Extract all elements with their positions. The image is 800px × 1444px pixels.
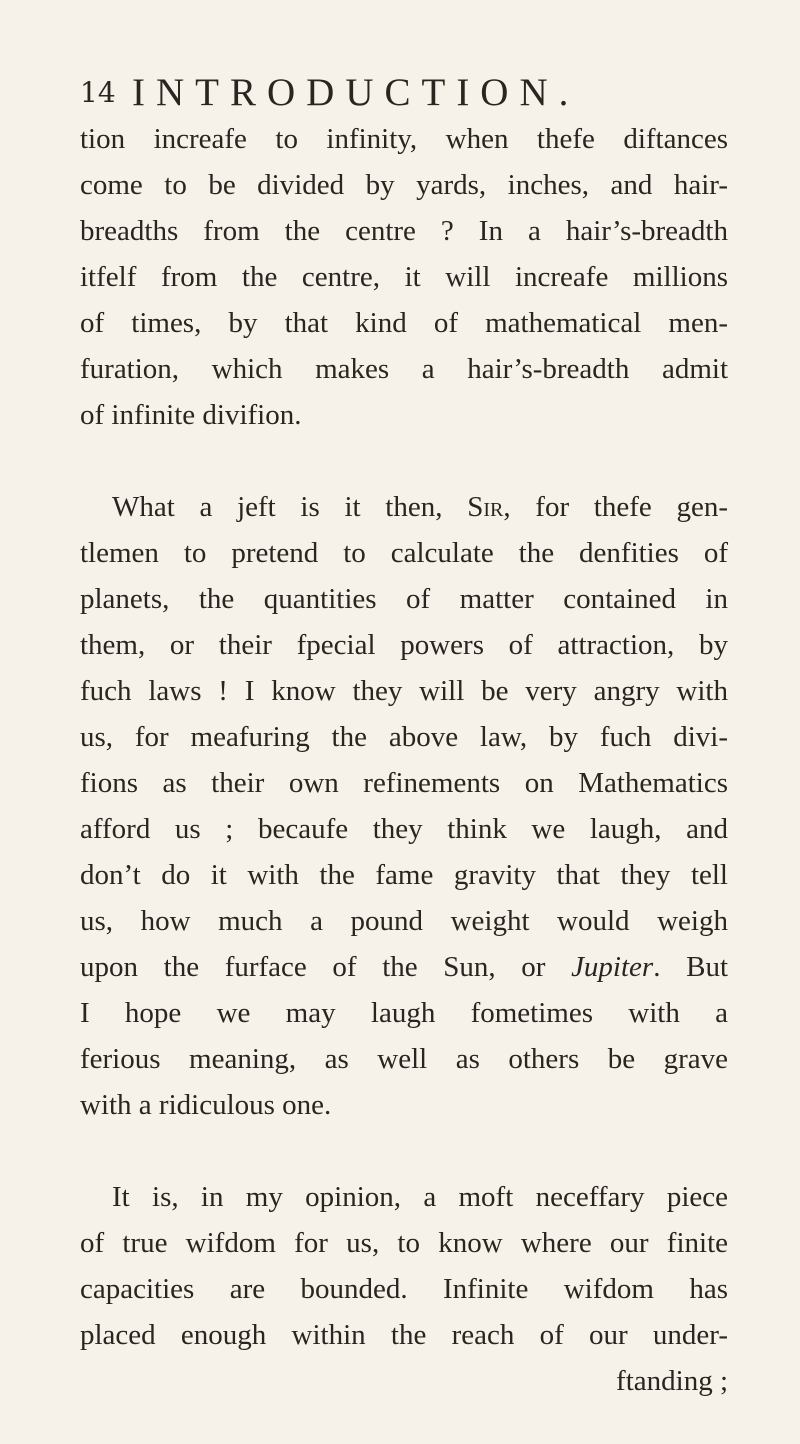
text-line: capacities are bounded. Infinite wifdom has bbox=[80, 1273, 728, 1305]
text-line bbox=[80, 484, 728, 530]
text-line bbox=[80, 944, 728, 990]
paragraph-2 bbox=[80, 484, 728, 1128]
text-line: afford us ; becaufe they think we laugh, and bbox=[80, 813, 728, 845]
text-fragment: , for thefe gen- bbox=[503, 491, 728, 523]
text-line: them, or their fpecial powers of attraction, by bbox=[80, 629, 728, 661]
page-number: 14 bbox=[80, 76, 116, 109]
text-line: of true wifdom for us, to know where our finite bbox=[80, 1227, 728, 1259]
text-line: ferious meaning, as well as others be grave bbox=[80, 1043, 728, 1075]
paragraph-1 bbox=[80, 116, 728, 438]
text-line: don’t do it with the fame gravity that they tell bbox=[80, 859, 728, 891]
paragraph-gap bbox=[80, 438, 728, 484]
text-line: fions as their own refinements on Mathematics bbox=[80, 767, 728, 799]
catchword: ftanding ; bbox=[616, 1365, 728, 1397]
section-title: INTRODUCTION. bbox=[132, 71, 580, 114]
paragraph-gap bbox=[80, 1128, 728, 1174]
body-text bbox=[80, 116, 728, 1404]
text-line: tlemen to pretend to calculate the denfities of bbox=[80, 537, 728, 569]
text-line: I hope we may laugh fometimes with a bbox=[80, 997, 728, 1029]
text-line: us, how much a pound weight would weigh bbox=[80, 905, 728, 937]
text-line: fuch laws ! I know they will be very angry with bbox=[80, 675, 728, 707]
text-fragment: What a jeft is it then, bbox=[112, 491, 468, 523]
text-line: with a ridiculous one. bbox=[80, 1089, 332, 1121]
italic-jupiter: Jupiter bbox=[571, 951, 654, 983]
text-line: tion increafe to infinity, when thefe diftances bbox=[80, 123, 728, 155]
text-fragment: upon the furface of the Sun, or bbox=[80, 951, 572, 983]
text-line: come to be divided by yards, inches, and hair- bbox=[80, 169, 728, 201]
text-line: furation, which makes a hair’s-breadth admit bbox=[80, 353, 728, 385]
paragraph-3 bbox=[80, 1174, 728, 1404]
small-caps-sir: Sir bbox=[467, 491, 504, 523]
text-line: of infinite divifion. bbox=[80, 399, 302, 431]
text-line: itfelf from the centre, it will increafe millions bbox=[80, 261, 728, 293]
text-line: of times, by that kind of mathematical men- bbox=[80, 307, 728, 339]
text-line: breadths from the centre ? In a hair’s-breadth bbox=[80, 215, 728, 247]
text-fragment: . But bbox=[653, 951, 728, 983]
text-line: It is, in my opinion, a moft neceffary piece bbox=[112, 1181, 728, 1213]
text-line: us, for meafuring the above law, by fuch divi- bbox=[80, 721, 728, 753]
text-line: placed enough within the reach of our under- bbox=[80, 1319, 728, 1351]
running-head bbox=[80, 68, 680, 118]
text-line: planets, the quantities of matter contained in bbox=[80, 583, 728, 615]
